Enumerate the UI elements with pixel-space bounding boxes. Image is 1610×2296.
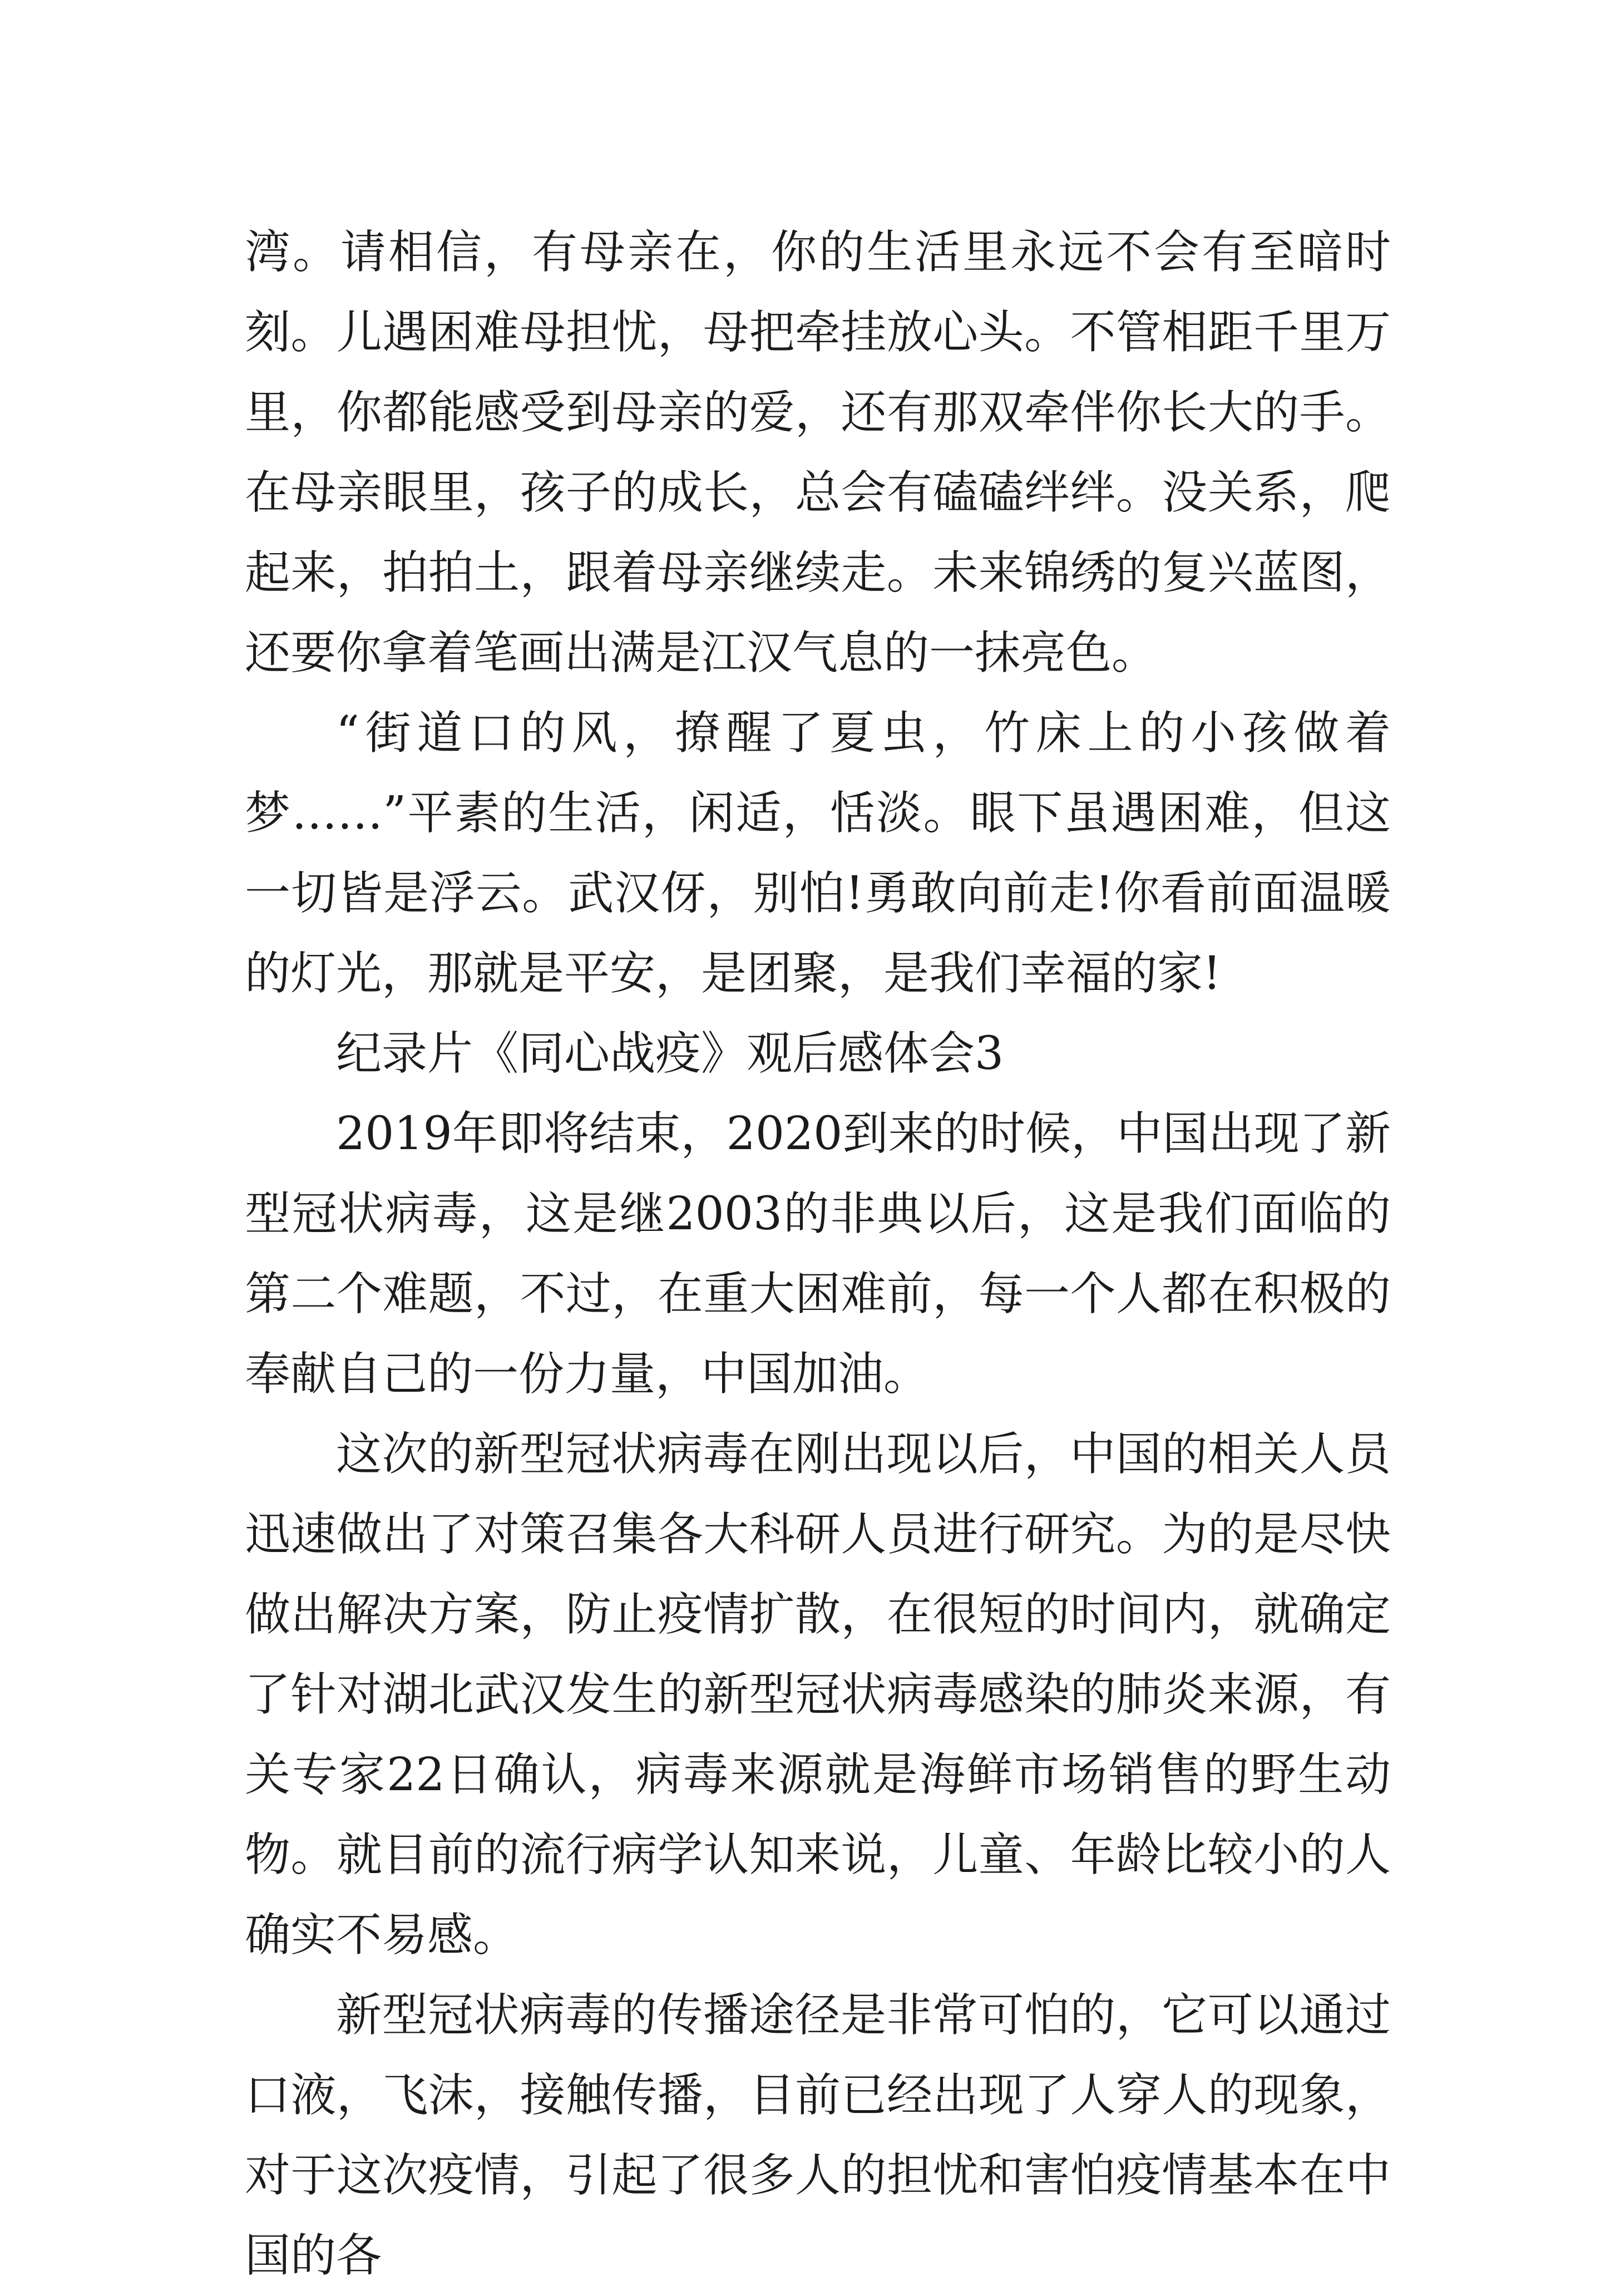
document-page xyxy=(245,213,1391,2296)
paragraph-intro: 2019年即将结束，2020到来的时候，中国出现了新型冠状病毒，这是继2003的非典以后，这是我们面临的第二个难题，不过，在重大困难前，每一个人都在积极的奉献自己的一份力量，中国加油。 xyxy=(245,1107,1391,1401)
paragraph-continuation: 湾。请相信，有母亲在，你的生活里永远不会有至暗时刻。儿遇困难母担忧，母把牵挂放心头。不管相距千里万里，你都能感受到母亲的爱，还有那双牵伴你长大的手。在母亲眼里，孩子的成长，总会有磕磕绊绊。没关系，爬起来，拍拍土，跟着母亲继续走。未来锦绣的复兴蓝图，还要你拿着笔画出满是江汉气息的一抹亮色。 xyxy=(245,226,1391,679)
paragraph-transmission: 新型冠状病毒的传播途径是非常可怕的，它可以通过口液，飞沫，接触传播，目前已经出现了人穿人的现象，对于这次疫情，引起了很多人的担忧和害怕疫情基本在中国的各 xyxy=(245,1989,1391,2282)
paragraph-song-lyric: “街道口的风，撩醒了夏虫，竹床上的小孩做着梦……”平素的生活，闲适，恬淡。眼下虽遇困难，但这一切皆是浮云。武汉伢，别怕!勇敢向前走!你看前面温暖的灯光，那就是平安，是团聚，是我们幸福的家! xyxy=(245,707,1391,1000)
section-heading: 纪录片《同心战疫》观后感体会3 xyxy=(336,1027,1004,1080)
paragraph-research: 这次的新型冠状病毒在刚出现以后，中国的相关人员迅速做出了对策召集各大科研人员进行研究。为的是尽快做出解决方案，防止疫情扩散，在很短的时间内，就确定了针对湖北武汉发生的新型冠状病毒感染的肺炎来源，有关专家22日确认，病毒来源就是海鲜市场销售的野生动物。就目前的流行病学认知来说，儿童、年龄比较小的人确实不易感。 xyxy=(245,1428,1391,1962)
